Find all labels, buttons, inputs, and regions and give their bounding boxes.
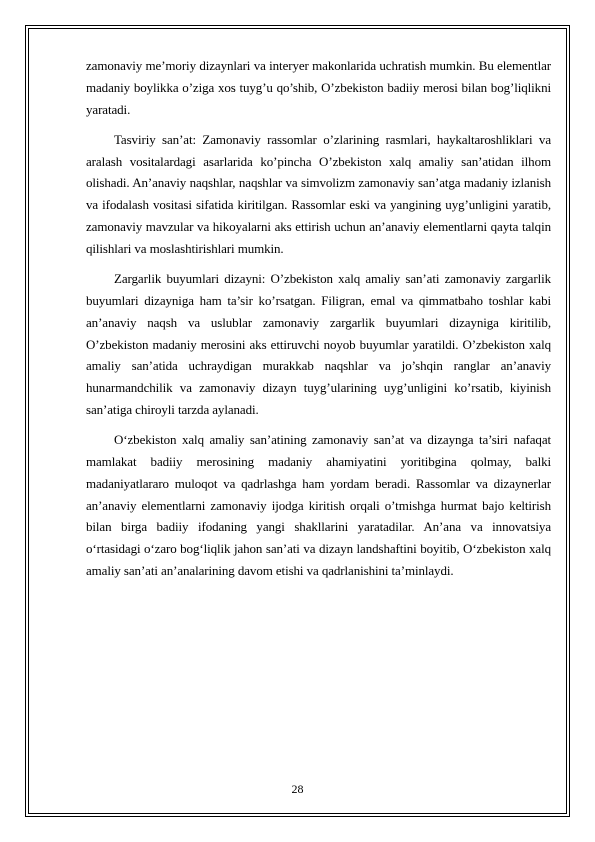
- paragraph-fine-arts: Tasviriy san’at: Zamonaviy rassomlar o’zlarining rasmlari, haykaltaroshliklari va aralash vositalardagi asarlarida ko’pincha O’zbekiston xalq amaliy san’atidan ilhom olishadi. An’anaviy naqshlar, naqshlar va simvolizm zamonaviy san’atga madaniy izlanish va ifodalash vositasi sifatida kiritilgan. Rassomlar eski va yangining uyg’unligini yaratib, zamonaviy mavzular va hikoyalarni aks ettirish uchun an’anaviy elementlarni qayta talqin qilishlari va moslashtirishlari mumkin.: [86, 131, 551, 256]
- paragraph-continuation: zamonaviy me’moriy dizaynlari va interyer makonlarida uchratish mumkin. Bu elementlar madaniy boylikka o’ziga xos tuyg’u qo’shib, O’zbekiston badiiy merosi bilan bog’liqlikni yaratadi.: [86, 58, 551, 117]
- document-body: [86, 55, 551, 590]
- paragraph-conclusion: O‘zbekiston xalq amaliy san’atining zamonaviy san’at va dizaynga ta’siri nafaqat mamlakat badiiy merosining madaniy ahamiyatini yoritibgina qolmay, balki madaniyatlararo muloqot va qadrlashga ham yordam beradi. Rassomlar va dizaynerlar an’anaviy elementlarni zamonaviy ijodga kiritish orqali o’tmishga hurmat bajo keltirish bilan birga badiiy ifodaning yangi shakllarini yaratadilar. An’ana va innovatsiya o‘rtasidagi o‘zaro bog‘liqlik jahon san’ati va dizayn landshaftini boyitib, O‘zbekiston xalq amaliy san’ati an’analarining davom etishi va qadrlanishini ta’minlaydi.: [86, 432, 551, 579]
- page-number: 28: [291, 782, 304, 796]
- paragraph-jewelry-design: Zargarlik buyumlari dizayni: O’zbekiston xalq amaliy san’ati zamonaviy zargarlik buyumlari dizayniga ham ta’sir ko’rsatgan. Filigran, emal va qimmatbaho toshlar kabi an’anaviy naqsh va uslublar zamonaviy zargarlik buyumlari dizayniga kiritilib, O’zbekiston madaniy merosini aks ettiruvchi noyob buyumlar yaratildi. O’zbekiston xalq amaliy san’atida uchraydigan murakkab naqshlar va jo’shqin ranglar an’anaviy hunarmandchilik va zamonaviy dizayn tuyg’ularining uyg’unligini ko’rsatib, kiyinish san’atiga chiroyli tarzda aylanadi.: [86, 271, 551, 417]
